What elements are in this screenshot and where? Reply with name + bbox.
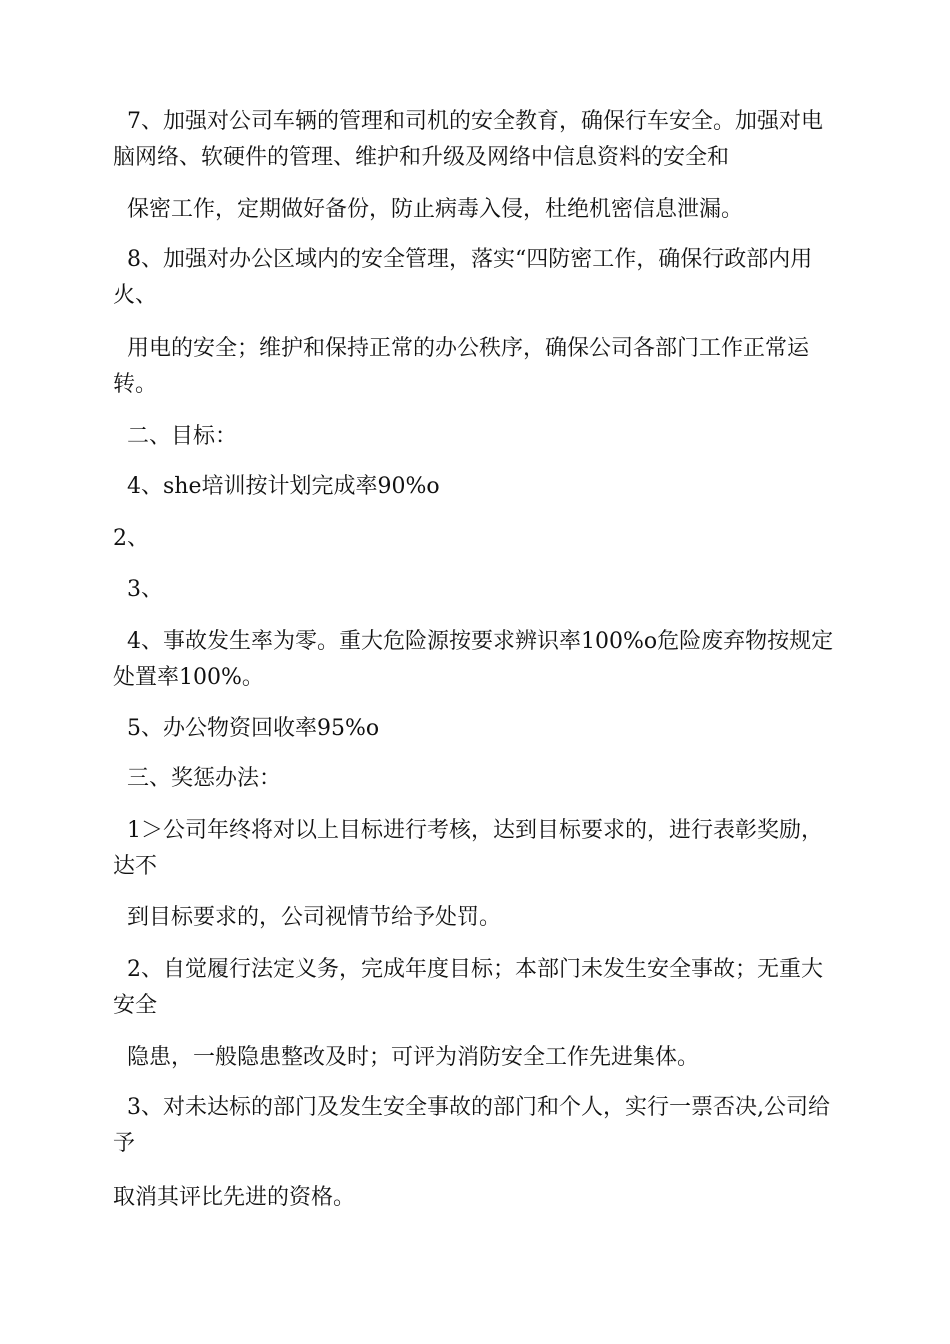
rule-item-3-cancel: 取消其评比先进的资格。	[113, 1185, 356, 1210]
paragraph-electricity-order: 用电的安全；维护和保持正常的办公秩序，确保公司各部门工作正常运转。	[113, 336, 810, 397]
rule-item-2-obligations: 2、自觉履行法定义务，完成年度目标；本部门未发生安全事故；无重大安全	[113, 957, 823, 1018]
target-item-3: 3、	[113, 577, 163, 602]
rule-item-3-veto: 3、对未达标的部门及发生安全事故的部门和个人，实行一票否决,公司给予	[113, 1095, 830, 1156]
rule-item-2-collective: 隐患，一般隐患整改及时；可评为消防安全工作先进集体。	[113, 1045, 700, 1070]
paragraph-confidential-backup: 保密工作，定期做好备份，防止病毒入侵，杜绝机密信息泄漏。	[113, 197, 744, 222]
heading-rewards-penalties: 三、奖惩办法：	[113, 766, 282, 791]
heading-targets: 二、目标：	[113, 424, 238, 449]
target-item-recycling: 5、办公物资回收率95%o	[113, 716, 380, 741]
paragraph-8-office-safety: 8、加强对办公区域内的安全管理，落实“四防密工作，确保行政部内用火、	[113, 247, 813, 308]
rule-item-1-penalty: 到目标要求的，公司视情节给予处罚。	[113, 905, 502, 930]
target-item-2: 2、	[113, 526, 149, 551]
paragraph-7-vehicle-network-safety: 7、加强对公司车辆的管理和司机的安全教育，确保行车安全。加强对电脑网络、软硬件的管理、维护和升级及网络中信息资料的安全和	[113, 109, 823, 170]
target-item-training: 4、she培训按计划完成率90%o	[113, 474, 440, 499]
rule-item-1-assessment: 1＞公司年终将对以上目标进行考核，达到目标要求的，进行表彰奖励，达不	[113, 818, 823, 879]
target-item-accident-rate: 4、事故发生率为零。重大危险源按要求辨识率100%o危险废弃物按规定处置率100%。	[113, 629, 834, 690]
